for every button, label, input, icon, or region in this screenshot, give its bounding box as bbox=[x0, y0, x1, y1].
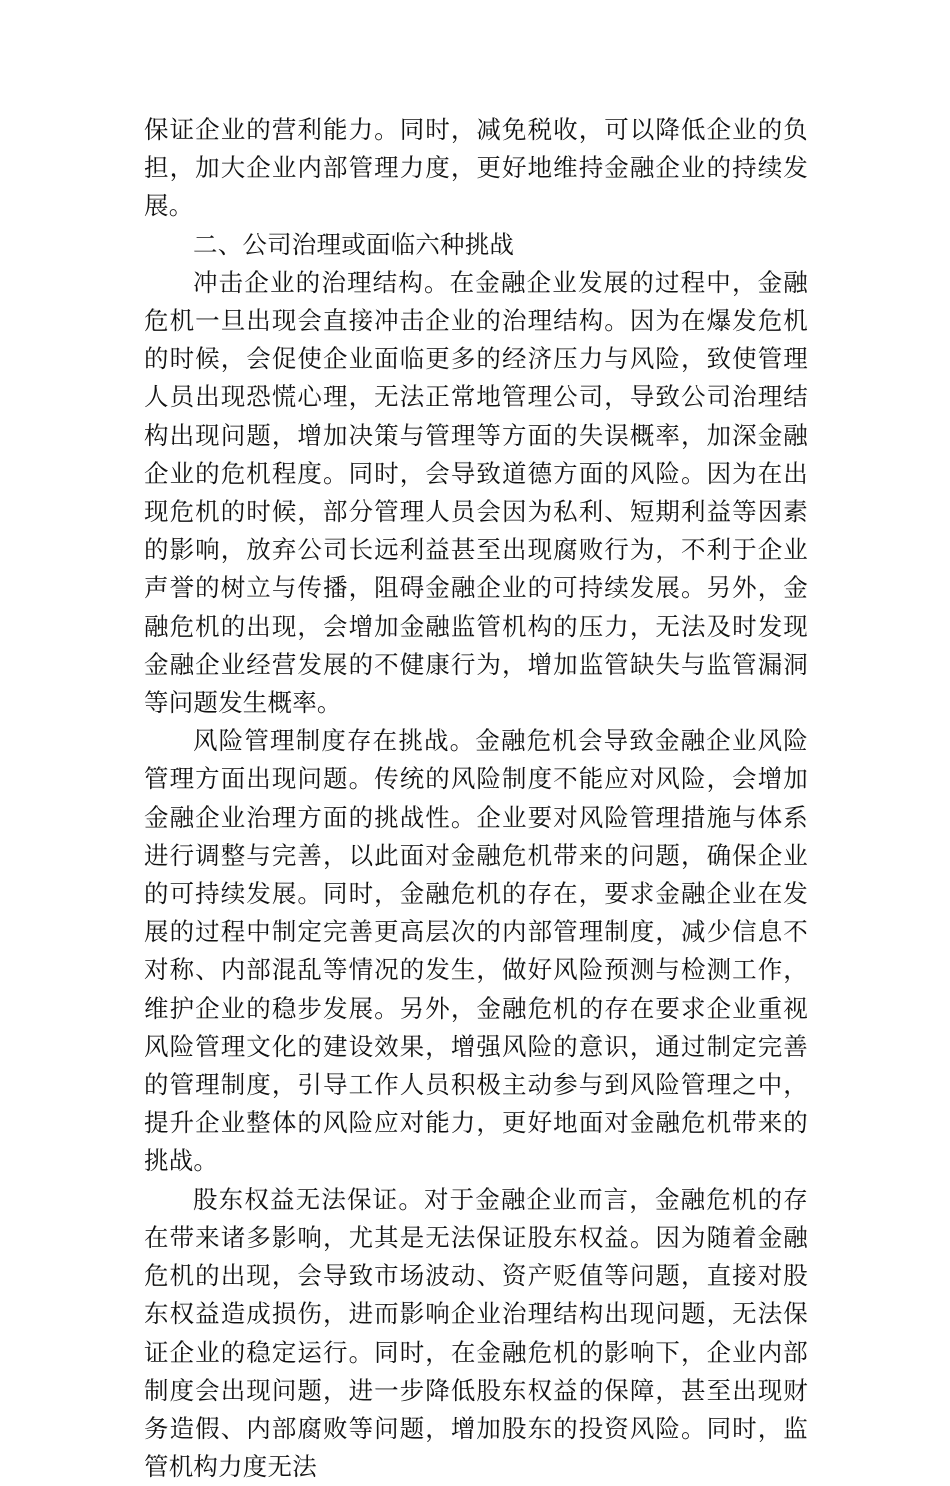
paragraph-governance-structure: 冲击企业的治理结构。在金融企业发展的过程中，金融危机一旦出现会直接冲击企业的治理结构。因为在爆发危机的时候，会促使企业面临更多的经济压力与风险，致使管理人员出现恐慌心理，无法正常地管理公司，导致公司治理结构出现问题，增加决策与管理等方面的失误概率，加深金融企业的危机程度。同时，会导致道德方面的风险。因为在出现危机的时候，部分管理人员会因为私利、短期利益等因素的影响，放弃公司长远利益甚至出现腐败行为，不利于企业声誉的树立与传播，阻碍金融企业的可持续发展。另外，金融危机的出现，会增加金融监管机构的压力，无法及时发现金融企业经营发展的不健康行为，增加监管缺失与监管漏洞等问题发生概率。 bbox=[144, 267, 808, 718]
paragraph-shareholder-rights: 股东权益无法保证。对于金融企业而言，金融危机的存在带来诸多影响，尤其是无法保证股东权益。因为随着金融危机的出现，会导致市场波动、资产贬值等问题，直接对股东权益造成损伤，进而影响企业治理结构出现问题，无法保证企业的稳定运行。同时，在金融危机的影响下，企业内部制度会出现问题，进一步降低股东权益的保障，甚至出现财务造假、内部腐败等问题，增加股东的投资风险。同时，监管机构力度无法 bbox=[144, 1184, 808, 1482]
paragraph-continuation: 保证企业的营利能力。同时，减免税收，可以降低企业的负担，加大企业内部管理力度，更好地维持金融企业的持续发展。 bbox=[144, 115, 808, 221]
section-heading: 二、公司治理或面临六种挑战 bbox=[193, 229, 515, 259]
document-page bbox=[144, 111, 808, 1486]
paragraph-risk-management: 风险管理制度存在挑战。金融危机会导致金融企业风险管理方面出现问题。传统的风险制度不能应对风险，会增加金融企业治理方面的挑战性。企业要对风险管理措施与体系进行调整与完善，以此面对金融危机带来的问题，确保企业的可持续发展。同时，金融危机的存在，要求金融企业在发展的过程中制定完善更高层次的内部管理制度，减少信息不对称、内部混乱等情况的发生，做好风险预测与检测工作，维护企业的稳步发展。另外，金融危机的存在要求企业重视风险管理文化的建设效果，增强风险的意识，通过制定完善的管理制度，引导工作人员积极主动参与到风险管理之中，提升企业整体的风险应对能力，更好地面对金融危机带来的挑战。 bbox=[144, 726, 808, 1176]
